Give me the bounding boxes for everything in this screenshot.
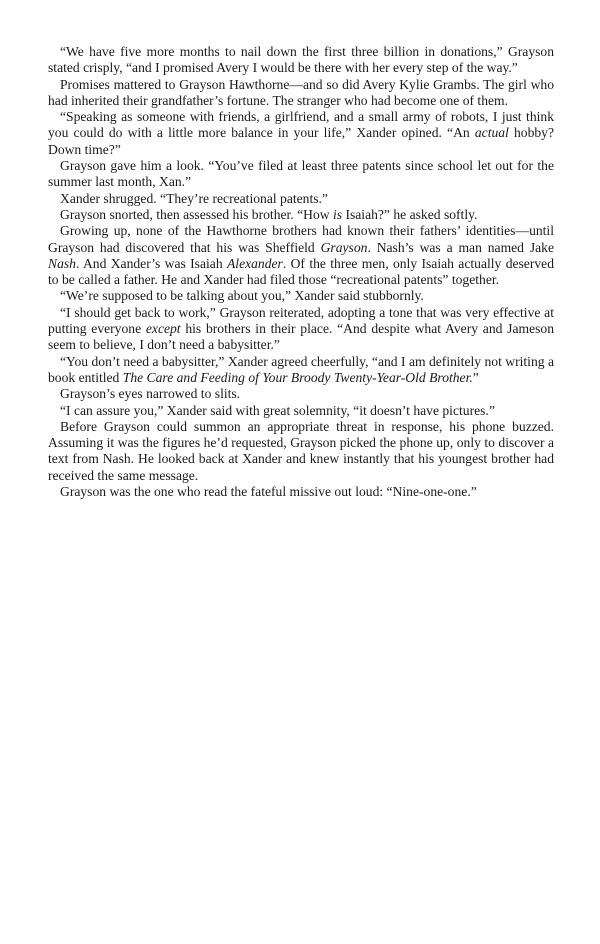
text-run: “Speaking as someone with friends, a girlfriend, and a small army of robots, I just think you could do with a little more balance in your life,” Xander opined. “An	[48, 109, 554, 141]
paragraph	[48, 77, 554, 110]
text-run: “We’re supposed to be talking about you,” Xander said stubbornly.	[60, 288, 424, 304]
text-run: Grayson’s eyes narrowed to slits.	[60, 386, 241, 402]
paragraph	[48, 386, 554, 402]
text-run: ”	[472, 369, 479, 385]
text-run: . And Xander’s was Isaiah	[75, 255, 227, 271]
paragraph	[48, 158, 554, 191]
italic-text-run: Alexander	[226, 255, 283, 271]
italic-text-run: except	[145, 321, 181, 337]
italic-text-run: Grayson	[320, 239, 368, 255]
text-run: Promises mattered to Grayson Hawthorne—and so did Avery Kylie Grambs. The girl who had inherited their grandfather’s fortune. The stranger who had become one of them.	[48, 76, 554, 108]
paragraph	[48, 109, 554, 158]
text-run: “You don’t need a babysitter,” Xander agreed cheerfully, “and I am definitely not writing a book entitled	[48, 353, 554, 385]
paragraph	[48, 305, 554, 354]
text-run: . Of the three men, only Isaiah actually deserved to be called a father. He and Xander had filed those “recreational patents” together.	[48, 255, 554, 288]
paragraph	[48, 288, 554, 304]
paragraph	[48, 484, 554, 500]
text-run: Xander shrugged. “They’re recreational patents.”	[60, 190, 328, 206]
text-run: Before Grayson could summon an appropriate threat in response, his phone buzzed. Assuming it was the figures he’d requested, Grayson picked the phone up, only to discover a text from Nash. He looked back at Xander and knew instantly that his youngest brother had received the same message.	[48, 418, 554, 483]
italic-text-run: The Care and Feeding of Your Broody Twenty-Year-Old Brother.	[122, 369, 473, 385]
paragraph	[48, 207, 554, 223]
text-run: “We have five more months to nail down the first three billion in donations,” Grayson stated crisply, “and I promised Avery I would be there with her every step of the way.”	[48, 44, 554, 76]
text-run: Grayson gave him a look. “You’ve filed at least three patents since school let out for the summer last month, Xan.”	[48, 158, 554, 190]
italic-text-run: Nash	[48, 255, 76, 271]
text-run: hobby? Down time?”	[48, 125, 555, 157]
text-run: Isaiah?” he asked softly.	[342, 206, 478, 222]
paragraph	[48, 44, 554, 77]
paragraph	[48, 419, 554, 484]
italic-text-run: actual	[474, 125, 509, 141]
text-run: Growing up, none of the Hawthorne brothers had known their fathers’ identities—until Grayson had discovered that his was Sheffield	[48, 223, 554, 255]
paragraph	[48, 354, 554, 387]
paragraph	[48, 403, 554, 419]
text-run: “I can assure you,” Xander said with great solemnity, “it doesn’t have pictures.”	[60, 402, 495, 418]
text-run: his brothers in their place. “And despite what Avery and Jameson seem to believe, I don’t need a babysitter.”	[48, 321, 554, 353]
text-run: Grayson snorted, then assessed his brother. “How	[60, 206, 333, 222]
paragraph	[48, 191, 554, 207]
book-page-body	[48, 44, 554, 500]
italic-text-run: is	[332, 206, 343, 222]
text-run: . Nash’s was a man named Jake	[367, 239, 555, 255]
text-run: Grayson was the one who read the fateful missive out loud: “Nine-one-one.”	[60, 484, 477, 500]
text-run: “I should get back to work,” Grayson reiterated, adopting a tone that was very effective at putting everyone	[48, 304, 554, 337]
paragraph	[48, 223, 554, 288]
